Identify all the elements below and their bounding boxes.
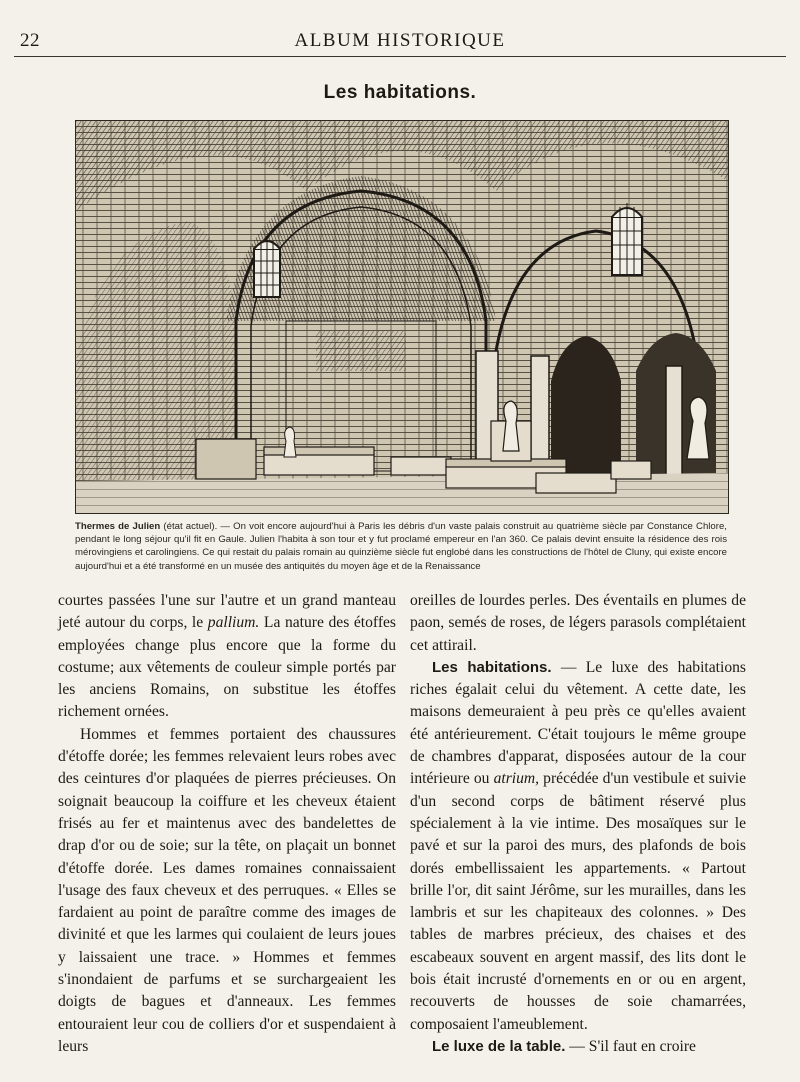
engraving-illustration	[75, 120, 729, 514]
right-column	[410, 590, 746, 1058]
paragraph	[58, 590, 396, 724]
paragraph-text: — Le luxe des habitations riches égalait celui du vêtement. A cette date, les maisons demeuraient à peu près ce qu'elles avaient été antérieurement. C'était toujours le même groupe de chambres d'apparat, disposées autour de la cour intérieure ou	[410, 658, 746, 788]
paragraph	[410, 657, 746, 1036]
paragraph-text: La nature des étoffes employées change plus encore que la forme du costume; aux vêtements de couleur simple portés par les anciens Romains, on substitue les étoffes richement ornées.	[58, 614, 397, 721]
italic-term: atrium,	[493, 770, 540, 788]
section-heading: Les habitations.	[323, 82, 477, 103]
run-in-heading: Les habitations.	[432, 658, 552, 676]
paragraph-text: précédée d'un vestibule et suivie d'un second corps de bâtiment réservé plus spécialement à la vie intime. Des mosaïques sur le pavé et sur la paroi des murs, des plafonds de bois dorés embellissaient les appartements. « Partout brille l'or, dit saint Jérôme, sur les murailles, dans les lambris et sur les chapiteaux des colonnes. » Des tables de marbres précieux, des chaises et des escabeaux souvent en argent massif, des lits dont le bois était incrusté d'ornements en or ou en argent, recouverts de housses de soie chamarrées, composaient l'ameublement.	[410, 770, 746, 1033]
caption-state: (état actuel).	[163, 521, 218, 532]
page-header	[14, 30, 786, 57]
paragraph: Hommes et femmes portaient des chaussures d'étoffe dorée; les femmes relevaient leurs robes avec des ceintures d'or plaquées de pierres précieuses. On soignait beaucoup la coiffure et les cheveux étaient frisés au fer et maintenus avec des bandelettes de drap d'or ou de soie; sur la tête, on plaçait un bonnet d'étoffe dorée. Les dames romaines connaissaient l'usage des faux cheveux et des perruques. « Elles se fardaient au point de paraître comme des images de divinité et que les larmes qui coulaient de leurs joues y laissaient une trace. » Hommes et femmes s'inondaient de parfums et se surchargeaient les doigts de bagues et d'anneaux. Les femmes entouraient leur cou de colliers d'or et suspendaient à leurs	[58, 725, 396, 1055]
left-column	[58, 590, 396, 1058]
run-in-heading: Le luxe de la table.	[432, 1037, 566, 1055]
caption-title: Thermes de Julien	[75, 521, 161, 532]
paragraph-text: courtes passées l'une sur l'autre et un grand manteau jeté autour du corps, le	[58, 592, 396, 632]
page-number: 22	[20, 30, 40, 51]
paragraph	[410, 1036, 746, 1058]
figure-caption	[75, 520, 727, 573]
caption-text: — On voit encore aujourd'hui à Paris les débris d'un vaste palais construit au quatrième siècle par Constance Chlore, pendant le long séjour qu'il fit en Gaule. Julien l'habita à son tour et y fut proclamé empereur en l'an 360. Ce palais devint ensuite la résidence des rois mérovingiens et carolingiens. Ce qui restait du palais romain au quinzième siècle fut englobé dans les constructions de l'hôtel de Cluny, qui existe encore aujourd'hui et a été transformé en un musée des antiquités du moyen âge et de la Renaissance	[75, 521, 727, 572]
running-title: ALBUM HISTORIQUE	[294, 30, 506, 51]
paragraph: oreilles de lourdes perles. Des éventails en plumes de paon, semés de roses, de légers parasols complétaient cet attirail.	[410, 592, 746, 654]
paragraph-text: — S'il faut en croire	[565, 1037, 696, 1055]
italic-term: pallium.	[207, 614, 260, 632]
